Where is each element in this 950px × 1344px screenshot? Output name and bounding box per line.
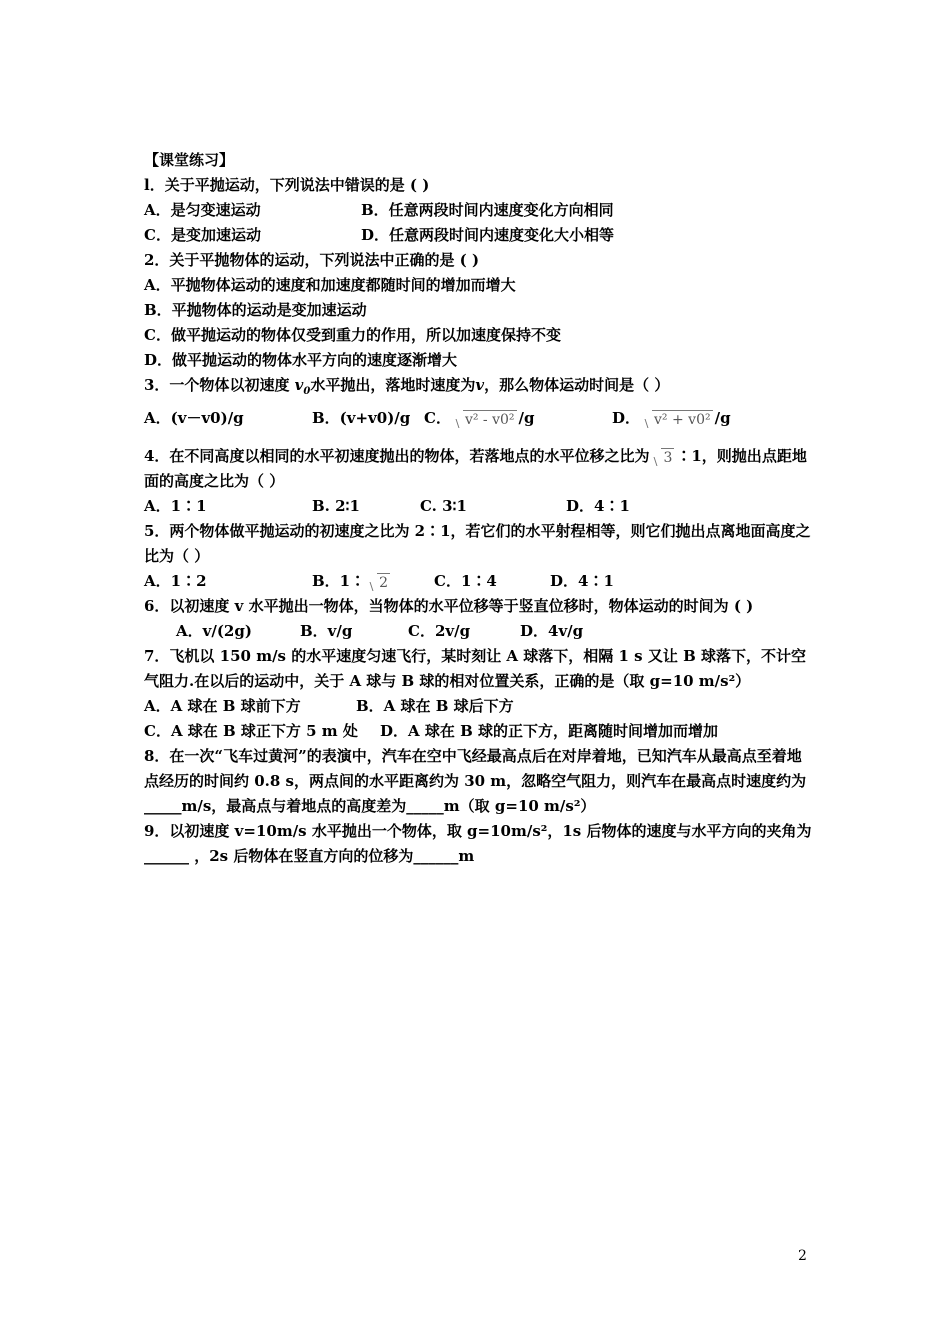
question-8-stem: 8．在一次“飞车过黄河”的表演中，汽车在空中飞经最高点后在对岸着地，已知汽车从最高点至着地点经历的时间约 0.8 s，两点间的水平距离约为 30 m，忽略空气阻力，则汽车在最高点时速度约为_____m/s，最高点与着地点的高度差为_____m（取 g=10 m/s²） [144,747,807,815]
question-6-options [144,619,814,644]
question-1-options-cd [144,223,814,248]
section-title: 【课堂练习】 [144,151,235,169]
q6-option-c: C．2v/g [408,622,471,640]
q2-option-a: A．平抛物体运动的速度和加速度都随时间的增加而增大 [144,276,516,294]
q1-option-c: C．是变加速运动 [144,226,261,244]
q7-option-d: D．A 球在 B 球的正下方，距离随时间增加而增加 [380,722,718,740]
question-7-options-ab [144,694,814,719]
q5-option-d: D．4∶1 [550,572,614,590]
question-7-stem: 7．飞机以 150 m/s 的水平速度匀速飞行，某时刻让 A 球落下，相隔 1 s 又让 B 球落下，不计空气阻力.在以后的运动中，关于 A 球与 B 球的相对位置关系，正确的是（取 g=10 m/s²） [144,647,806,690]
q3-option-d: D． v² + v0² /g [612,409,731,428]
question-3-options [144,398,814,438]
page-number: 2 [798,1248,807,1264]
q3-option-b: B．(v+v0)/g [312,409,411,427]
q7-option-a: A．A 球在 B 球前下方 [144,697,301,715]
question-1-stem: l．关于平抛运动，下列说法中错误的是 ( ) [144,176,430,194]
q3-option-a: A．(v－v0)/g [144,409,244,427]
v-symbol: v [475,376,485,394]
q4-option-d: D．4∶1 [566,497,630,515]
q1-option-a: A．是匀变速运动 [144,201,261,219]
q2-option-d: D．做平抛运动的物体水平方向的速度逐渐增大 [144,351,458,369]
q6-option-b: B．v/g [300,622,353,640]
q3-option-c: C． v² - v0² /g [424,409,535,428]
q6-option-a: A．v/(2g) [176,622,252,640]
question-1-options-ab [144,198,814,223]
q5-option-a: A．1∶2 [144,572,207,590]
v0-symbol: $v_0$ [294,376,311,397]
question-6-stem: 6．以初速度 v 水平抛出一物体，当物体的水平位移等于竖直位移时，物体运动的时间为 ( ) [144,597,754,615]
q7-option-b: B．A 球在 B 球后下方 [356,697,514,715]
q4-option-b: B. 2∶1 [312,497,360,515]
question-9-stem: 9．以初速度 v=10m/s 水平抛出一个物体，取 g=10m/s²，1s 后物体的速度与水平方向的夹角为______ ，2s 后物体在竖直方向的位移为______m [144,822,812,865]
question-2-stem: 2．关于平抛物体的运动，下列说法中正确的是 ( ) [144,251,480,269]
worksheet [144,148,814,869]
sqrt-symbol: v² - v0² [453,410,517,429]
question-3-stem: 3．一个物体以初速度 $v_0$水平抛出，落地时速度为v，那么物体运动时间是（ ） [144,376,670,397]
q4-option-a: A．1∶1 [144,497,207,515]
question-5-stem: 5．两个物体做平抛运动的初速度之比为 2∶1，若它们的水平射程相等，则它们抛出点离地面高度之比为（ ） [144,522,811,565]
q7-option-c: C．A 球在 B 球正下方 5 m 处 [144,722,358,740]
question-4-stem: 4．在不同高度以相同的水平初速度抛出的物体，若落地点的水平位移之比为 3 ∶1，则抛出点距地面的高度之比为（ ） [144,447,807,490]
q2-option-b: B．平抛物体的运动是变加速运动 [144,301,367,319]
q5-option-b: B．1∶ 2 [312,572,389,591]
q2-option-c: C．做平抛运动的物体仅受到重力的作用，所以加速度保持不变 [144,326,561,344]
question-4-options [144,494,814,519]
sqrt-symbol: 3 [651,448,674,467]
sqrt-symbol: v² + v0² [642,410,713,429]
q1-option-d: D．任意两段时间内速度变化大小相等 [361,226,615,244]
question-5-options [144,569,814,594]
sqrt-symbol: 2 [367,573,390,592]
q6-option-d: D．4v/g [520,622,584,640]
question-7-options-cd [144,719,814,744]
q5-option-c: C．1∶4 [434,572,497,590]
q4-option-c: C. 3∶1 [420,497,467,515]
q1-option-b: B．任意两段时间内速度变化方向相同 [361,201,614,219]
